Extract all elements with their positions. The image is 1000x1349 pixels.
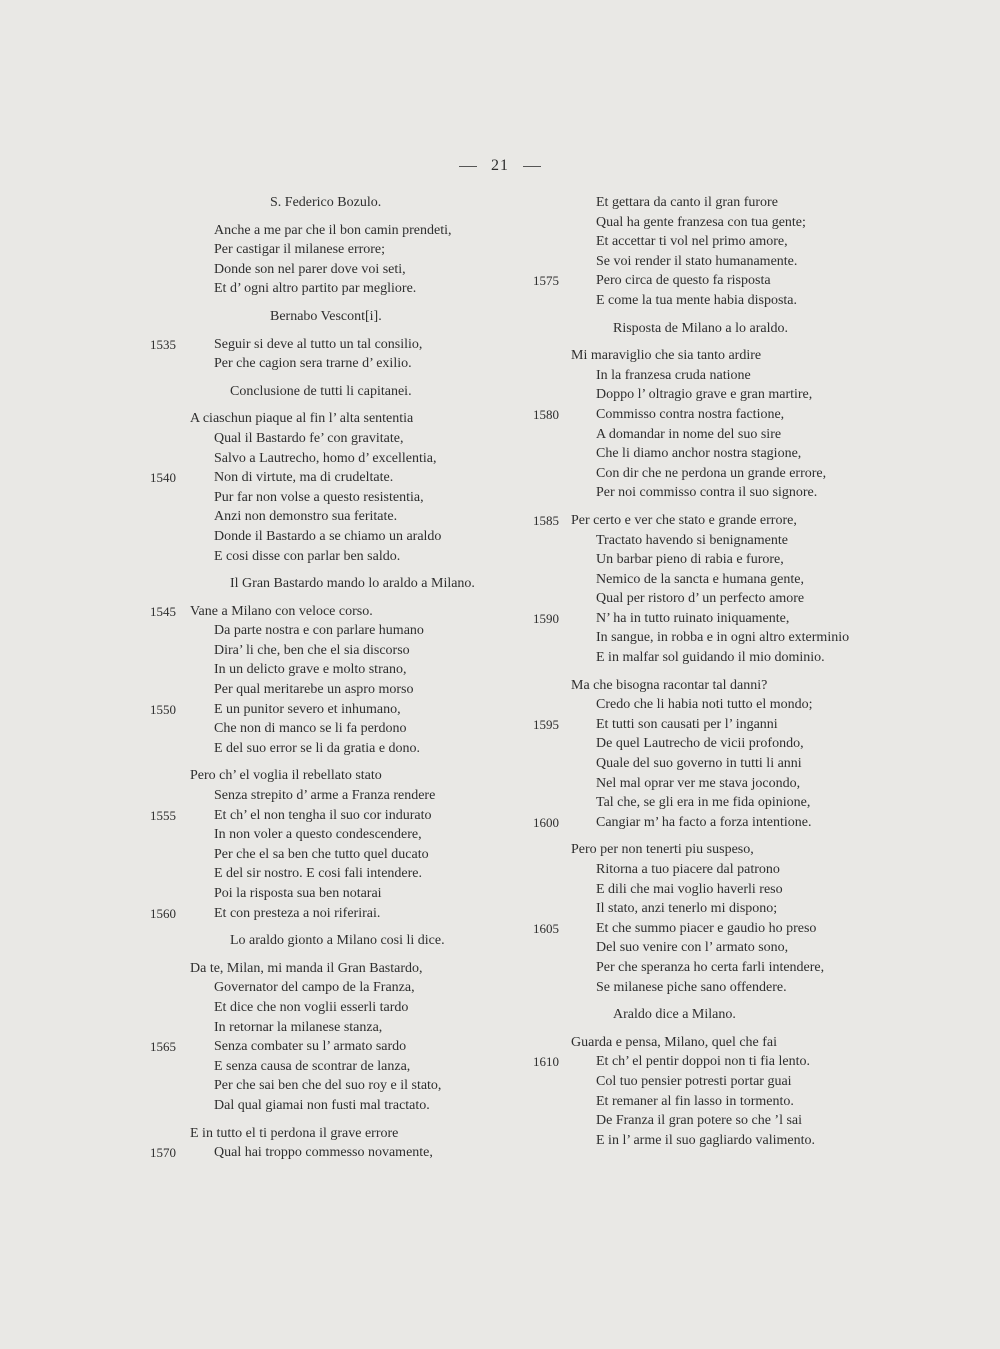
stanza-gap <box>150 1116 530 1124</box>
verse-line <box>150 884 530 904</box>
verse-line <box>533 1052 933 1072</box>
verse-line <box>533 232 933 252</box>
verse-text: Et dice che non voglii esserli tardo <box>214 999 409 1015</box>
verse-text: Con dir che ne perdona un grande errore, <box>596 465 827 481</box>
line-number: 1600 <box>533 814 559 830</box>
verse-text: In retornar la milanese stanza, <box>214 1019 383 1035</box>
verse-text: Tal che, se gli era in me fida opinione, <box>596 795 811 811</box>
heading-gap <box>533 997 933 1005</box>
page-number-row <box>0 157 1000 175</box>
verse-line <box>150 766 530 786</box>
verse-line <box>150 547 530 567</box>
verse-line <box>533 813 933 833</box>
line-number: 1540 <box>150 470 176 486</box>
verse-text: Qual il Bastardo fe’ con gravitate, <box>214 430 404 446</box>
verse-line <box>150 959 530 979</box>
verse-line <box>533 899 933 919</box>
verse-line <box>150 221 530 241</box>
verse-text: Et tutti son causati per l’ inganni <box>596 716 778 732</box>
verse-line <box>150 825 530 845</box>
verse-line <box>533 193 933 213</box>
verse-line <box>150 507 530 527</box>
verse-text: In la franzesa cruda natione <box>596 367 751 383</box>
verse-text: Mi maraviglio che sia tanto ardire <box>571 348 762 364</box>
heading-gap <box>150 299 530 307</box>
verse-text: Pero ch’ el voglia il rebellato stato <box>190 768 382 784</box>
verse-text: In non voler a questo condescendere, <box>214 827 422 843</box>
verse-text: Et gettara da canto il gran furore <box>596 195 778 210</box>
heading-text: Risposta de Milano a lo araldo. <box>613 320 788 336</box>
verse-line <box>533 511 933 531</box>
speaker-heading <box>150 307 530 327</box>
verse-text: Senza strepito d’ arme a Franza rendere <box>214 788 436 804</box>
verse-line <box>533 676 933 696</box>
verse-line <box>533 978 933 998</box>
line-number: 1560 <box>150 905 176 921</box>
verse-line <box>150 279 530 299</box>
verse-text: De quel Lautrecho de vicii profondo, <box>596 736 804 752</box>
verse-line <box>533 366 933 386</box>
verse-text: A ciaschun piaque al fin l’ alta sententia <box>190 411 414 427</box>
line-number: 1575 <box>533 273 559 289</box>
verse-line <box>150 1037 530 1057</box>
verse-line <box>150 260 530 280</box>
heading-gap <box>150 951 530 959</box>
line-number: 1555 <box>150 807 176 823</box>
verse-text: Qual per ristoro d’ un perfecto amore <box>596 591 805 607</box>
verse-line <box>150 998 530 1018</box>
verse-line <box>150 468 530 488</box>
verse-text: Senza combater su l’ armato sardo <box>214 1039 407 1055</box>
verse-line <box>533 346 933 366</box>
heading-gap <box>150 213 530 221</box>
verse-text: Quale del suo governo in tutti li anni <box>596 756 802 772</box>
verse-text: Per che el sa ben che tutto quel ducato <box>214 846 429 862</box>
verse-text: Doppo l’ oltragio grave e gran martire, <box>596 387 813 403</box>
verse-text: A domandar in nome del suo sire <box>596 426 782 442</box>
heading-gap <box>533 338 933 346</box>
verse-text: Et accettar ti vol nel primo amore, <box>596 234 788 250</box>
verse-line <box>533 1033 933 1053</box>
verse-text: Qual hai troppo commesso novamente, <box>214 1145 433 1161</box>
verse-line <box>150 739 530 759</box>
verse-text: Per che cagion sera trarne d’ exilio. <box>214 356 412 372</box>
verse-text: Che non di manco se li fa perdono <box>214 721 407 737</box>
verse-line <box>533 1092 933 1112</box>
verse-text: De Franza il gran potere so che ’l sai <box>596 1113 803 1129</box>
verse-line <box>150 904 530 924</box>
stanza-gap <box>150 758 530 766</box>
verse-text: Seguir si deve al tutto un tal consilio, <box>214 336 423 352</box>
verse-line <box>150 354 530 374</box>
heading-gap <box>150 374 530 382</box>
verse-line <box>150 1096 530 1116</box>
verse-line <box>533 531 933 551</box>
verse-text: E senza causa de scontrar de lanza, <box>214 1058 411 1074</box>
line-number: 1570 <box>150 1145 176 1161</box>
verse-line <box>533 860 933 880</box>
heading-gap <box>533 311 933 319</box>
verse-line <box>150 602 530 622</box>
speaker-heading <box>533 1005 933 1025</box>
verse-text: Et ch’ el pentir doppoi non ti fia lento. <box>596 1054 810 1070</box>
verse-text: Vane a Milano con veloce corso. <box>190 603 373 619</box>
left-verse-column <box>150 193 530 1163</box>
verse-line <box>533 483 933 503</box>
verse-line <box>150 527 530 547</box>
verse-line <box>150 488 530 508</box>
line-number: 1545 <box>150 603 176 619</box>
verse-line <box>533 464 933 484</box>
speaker-heading <box>150 574 530 594</box>
verse-text: Da parte nostra e con parlare humano <box>214 623 424 639</box>
stanza-gap <box>533 503 933 511</box>
verse-text: Col tuo pensier potresti portar guai <box>596 1073 792 1089</box>
verse-text: Un barbar pieno di rabia e furore, <box>596 552 784 568</box>
heading-text: Araldo dice a Milano. <box>613 1007 736 1023</box>
verse-text: Anche a me par che il bon camin prendeti, <box>214 222 452 238</box>
verse-line <box>150 335 530 355</box>
stanza-gap <box>533 668 933 676</box>
heading-text: Bernabo Vescont[i]. <box>270 308 382 324</box>
verse-text: Pero circa de questo fa risposta <box>596 273 771 289</box>
verse-text: Tractato havendo si benignamente <box>596 532 788 548</box>
verse-text: Il stato, anzi tenerlo mi dispono; <box>596 901 778 917</box>
verse-text: Ritorna a tuo piacere dal patrono <box>596 862 780 877</box>
verse-line <box>533 958 933 978</box>
verse-text: Et che summo piacer e gaudio ho preso <box>596 920 817 936</box>
verse-text: In un delicto grave e molto strano, <box>214 662 407 678</box>
verse-text: Et remaner al fin lasso in tormento. <box>596 1093 794 1109</box>
verse-line <box>533 589 933 609</box>
verse-line <box>533 695 933 715</box>
verse-line <box>150 449 530 469</box>
verse-text: E in malfar sol guidando il mio dominio. <box>596 650 825 666</box>
verse-line <box>533 444 933 464</box>
verse-line <box>150 845 530 865</box>
verse-text: E del suo error se li da gratia e dono. <box>214 740 421 756</box>
verse-text: Per noi commisso contra il suo signore. <box>596 485 818 501</box>
verse-line <box>150 660 530 680</box>
verse-line <box>533 919 933 939</box>
verse-line <box>150 1124 530 1144</box>
verse-line <box>150 1057 530 1077</box>
verse-line <box>150 1076 530 1096</box>
verse-text: Guarda e pensa, Milano, quel che fai <box>571 1034 778 1050</box>
verse-text: E dili che mai voglio haverli reso <box>596 881 783 897</box>
heading-gap <box>150 594 530 602</box>
verse-text: Donde il Bastardo a se chiamo un araldo <box>214 528 442 544</box>
verse-line <box>533 715 933 735</box>
heading-gap <box>533 1025 933 1033</box>
verse-text: Nel mal oprar ver me stava jocondo, <box>596 775 801 791</box>
verse-line <box>533 252 933 272</box>
page-number: 21 <box>491 157 509 174</box>
verse-line <box>150 786 530 806</box>
heading-text: Lo araldo gionto a Milano cosi li dice. <box>230 933 445 949</box>
verse-line <box>150 240 530 260</box>
verse-text: Ma che bisogna racontar tal danni? <box>571 677 768 693</box>
line-number: 1535 <box>150 336 176 352</box>
verse-text: N’ ha in tutto ruinato iniquamente, <box>596 610 790 626</box>
verse-text: E un punitor severo et inhumano, <box>214 701 401 717</box>
verse-line <box>533 840 933 860</box>
page-number-left-dash <box>459 166 477 167</box>
line-number: 1605 <box>533 920 559 936</box>
stanza-gap <box>533 832 933 840</box>
verse-line <box>150 680 530 700</box>
right-verse-column <box>533 193 933 1150</box>
line-number: 1585 <box>533 512 559 528</box>
verse-text: Del suo venire con l’ armato sono, <box>596 940 789 956</box>
verse-line <box>533 774 933 794</box>
verse-text: Et ch’ el non tengha il suo cor indurato <box>214 807 432 823</box>
verse-line <box>533 550 933 570</box>
verse-line <box>533 1111 933 1131</box>
verse-line <box>150 641 530 661</box>
verse-line <box>150 1143 530 1163</box>
verse-text: Per certo e ver che stato e grande errore, <box>571 512 797 528</box>
verse-text: Se voi render il stato humanamente. <box>596 253 798 269</box>
verse-text: Pero per non tenerti piu suspeso, <box>571 842 754 858</box>
verse-line <box>533 754 933 774</box>
page-number-right-dash <box>523 166 541 167</box>
verse-line <box>533 1131 933 1151</box>
verse-text: Che li diamo anchor nostra stagione, <box>596 446 802 462</box>
verse-text: Per che speranza ho certa farli intendere, <box>596 959 825 975</box>
verse-text: E come la tua mente habia disposta. <box>596 292 797 308</box>
verse-line <box>533 628 933 648</box>
speaker-heading <box>533 319 933 339</box>
heading-gap <box>150 327 530 335</box>
verse-text: Donde son nel parer dove voi seti, <box>214 261 406 277</box>
heading-gap <box>150 566 530 574</box>
verse-line <box>533 609 933 629</box>
verse-line <box>150 864 530 884</box>
verse-text: Pur far non volse a questo resistentia, <box>214 489 424 505</box>
verse-text: Non di virtute, ma di crudeltate. <box>214 470 394 486</box>
verse-text: Dira’ li che, ben che el sia discorso <box>214 642 410 658</box>
verse-text: Da te, Milan, mi manda il Gran Bastardo, <box>190 960 423 976</box>
verse-line <box>150 806 530 826</box>
verse-line <box>150 978 530 998</box>
verse-line <box>533 938 933 958</box>
verse-line <box>533 271 933 291</box>
verse-text: Per che sai ben che del suo roy e il stato, <box>214 1078 442 1094</box>
verse-line <box>533 648 933 668</box>
verse-text: Commisso contra nostra factione, <box>596 406 785 422</box>
verse-line <box>533 385 933 405</box>
verse-text: Se milanese piche sano offendere. <box>596 979 787 995</box>
verse-line <box>533 880 933 900</box>
verse-line <box>533 1072 933 1092</box>
verse-line <box>533 291 933 311</box>
verse-line <box>150 409 530 429</box>
verse-text: Dal qual giamai non fusti mal tractato. <box>214 1097 430 1113</box>
line-number: 1580 <box>533 406 559 422</box>
heading-text: S. Federico Bozulo. <box>270 195 382 210</box>
verse-line <box>533 213 933 233</box>
verse-line <box>533 734 933 754</box>
verse-text: Per castigar il milanese errore; <box>214 242 386 258</box>
verse-text: Cangiar m’ ha facto a forza intentione. <box>596 814 812 830</box>
verse-line <box>533 405 933 425</box>
verse-text: Anzi non demonstro sua feritate. <box>214 509 398 525</box>
verse-text: Poi la risposta sua ben notarai <box>214 886 382 901</box>
speaker-heading <box>150 382 530 402</box>
line-number: 1550 <box>150 701 176 717</box>
verse-text: Et con presteza a noi riferirai. <box>214 905 381 921</box>
verse-text: Governator del campo de la Franza, <box>214 980 415 996</box>
line-number: 1610 <box>533 1054 559 1070</box>
heading-text: Conclusione de tutti li capitanei. <box>230 383 412 399</box>
speaker-heading <box>150 193 530 213</box>
verse-text: Salvo a Lautrecho, homo d’ excellentia, <box>214 450 437 466</box>
verse-text: E del sir nostro. E cosi fali intendere. <box>214 866 422 882</box>
verse-text: Qual ha gente franzesa con tua gente; <box>596 214 806 230</box>
line-number: 1595 <box>533 716 559 732</box>
heading-text: Il Gran Bastardo mando lo araldo a Milano. <box>230 576 475 592</box>
verse-line <box>533 793 933 813</box>
verse-line <box>150 719 530 739</box>
line-number: 1565 <box>150 1039 176 1055</box>
verse-text: E in l’ arme il suo gagliardo valimento. <box>596 1132 816 1148</box>
speaker-heading <box>150 931 530 951</box>
verse-text: E in tutto el ti perdona il grave errore <box>190 1125 399 1141</box>
verse-line <box>150 429 530 449</box>
verse-line <box>150 1018 530 1038</box>
verse-text: Credo che li habia noti tutto el mondo; <box>596 697 813 713</box>
verse-text: E cosi disse con parlar ben saldo. <box>214 548 401 564</box>
verse-line <box>533 570 933 590</box>
verse-text: Et d’ ogni altro partito par megliore. <box>214 281 417 297</box>
verse-line <box>150 621 530 641</box>
line-number: 1590 <box>533 610 559 626</box>
verse-line <box>533 425 933 445</box>
verse-text: Nemico de la sancta e humana gente, <box>596 571 804 587</box>
heading-gap <box>150 923 530 931</box>
verse-text: Per qual meritarebe un aspro morso <box>214 682 414 698</box>
verse-line <box>150 700 530 720</box>
heading-gap <box>150 401 530 409</box>
verse-text: In sangue, in robba e in ogni altro exterminio <box>596 630 850 646</box>
